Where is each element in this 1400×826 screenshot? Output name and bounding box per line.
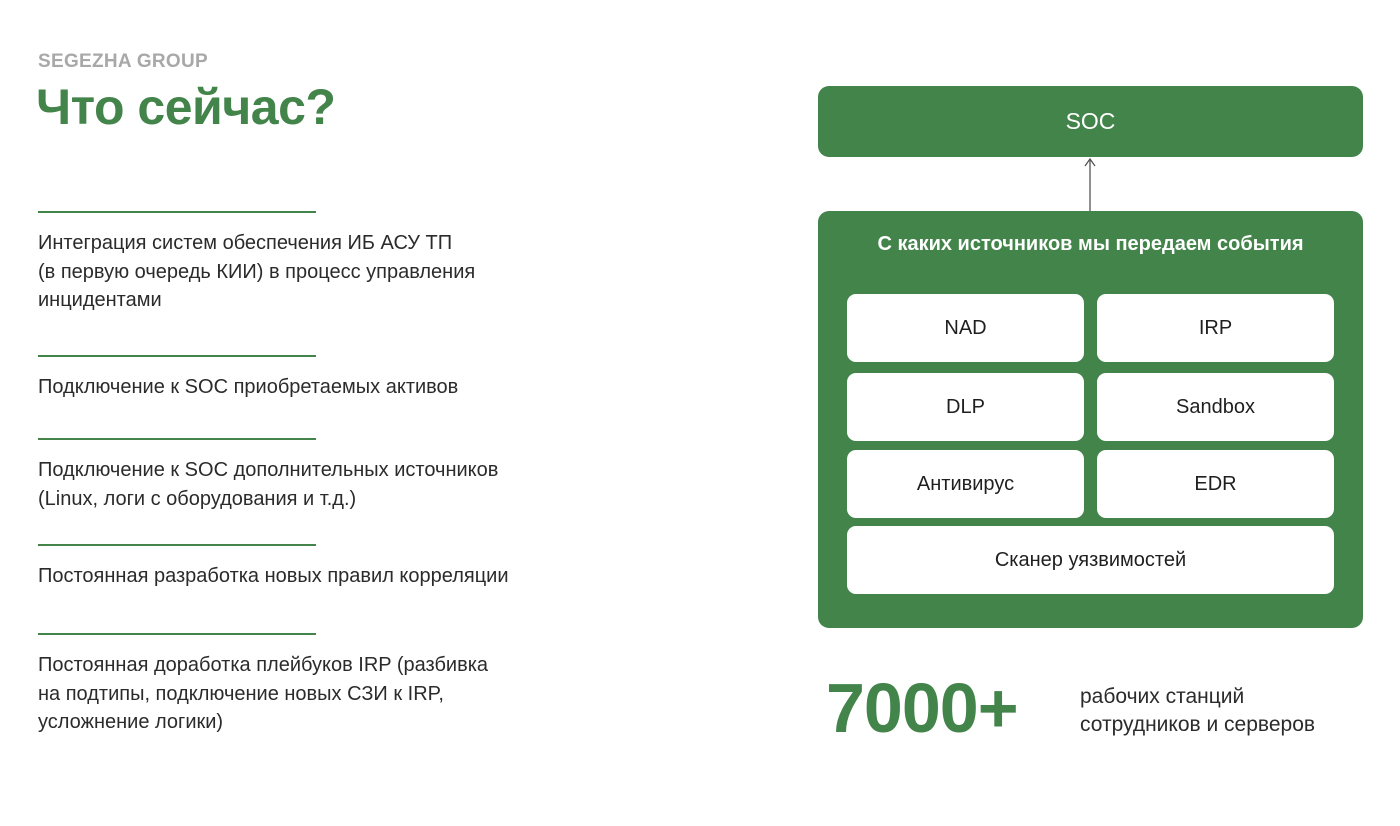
source-tile-antivirus [847, 450, 1084, 518]
source-label: EDR [1194, 472, 1237, 495]
divider [38, 633, 316, 635]
source-tile-nad [847, 294, 1084, 362]
stat-label: рабочих станций сотрудников и серверов [1080, 685, 1316, 736]
list-item-text: Подключение к SOC приобретаемых активов [38, 376, 459, 398]
divider [38, 544, 316, 546]
source-label: DLP [946, 395, 985, 418]
arrow-up-icon [1083, 157, 1097, 212]
source-label: IRP [1198, 316, 1233, 339]
sources-panel [818, 211, 1363, 628]
list-item [38, 211, 658, 315]
slide-title: Что сейчас? [36, 79, 336, 135]
source-tile-edr [1097, 450, 1334, 518]
source-label: Антивирус [916, 472, 1015, 495]
source-tile-sandbox [1097, 373, 1334, 441]
source-tile-vuln-scanner [847, 526, 1334, 594]
source-tile-irp [1097, 294, 1334, 362]
divider [38, 211, 316, 213]
soc-box [818, 86, 1363, 157]
source-tile-dlp [847, 373, 1084, 441]
stat-number: 7000+ [826, 669, 1018, 747]
list-item-text: Интеграция систем обеспечения ИБ АСУ ТП (в первую очередь КИИ) в процесс управления инцидентами [38, 232, 476, 311]
list-item-text: Подключение к SOC дополнительных источников (Linux, логи с оборудования и т.д.) [38, 459, 499, 510]
sources-title: С каких источников мы передаем события [877, 233, 1304, 255]
brand-name: SEGEZHA GROUP [38, 51, 208, 72]
source-label: NAD [944, 316, 987, 339]
list-item [38, 544, 658, 591]
list-item [38, 438, 658, 513]
soc-label: SOC [1065, 108, 1116, 134]
source-label: Sandbox [1176, 395, 1255, 418]
divider [38, 438, 316, 440]
divider [38, 355, 316, 357]
list-item-text: Постоянная разработка новых правил корреляции [38, 565, 509, 587]
list-item [38, 355, 658, 402]
source-label: Сканер уязвимостей [994, 548, 1187, 571]
list-item-text: Постоянная доработка плейбуков IRP (разбивка на подтипы, подключение новых СЗИ к IRP, усложнение логики) [38, 654, 489, 733]
list-item [38, 633, 658, 737]
